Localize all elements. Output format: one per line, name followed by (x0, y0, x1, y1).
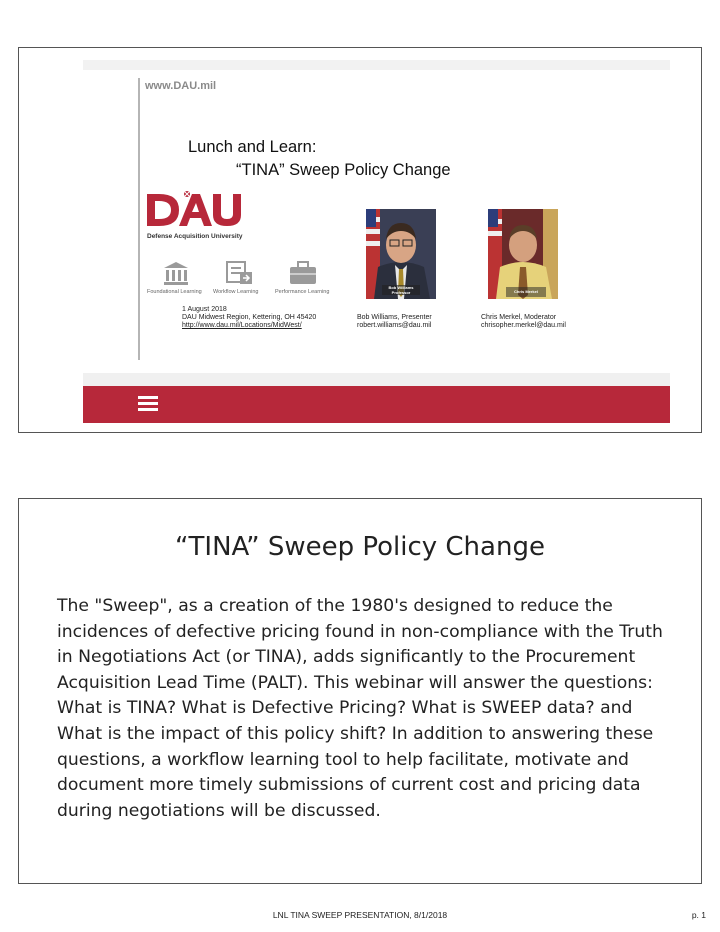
moderator-email[interactable]: chrisopher.merkel@dau.mil (481, 322, 566, 329)
slide-title: “TINA” Sweep Policy Change (175, 532, 545, 562)
presenter-name: Bob Williams, Presenter (357, 314, 432, 321)
region-link[interactable]: http://www.dau.mil/Locations/MidWest/ (182, 322, 302, 329)
page-footer (0, 910, 720, 924)
dau-logo (145, 186, 243, 244)
briefcase-icon (287, 260, 319, 286)
hamburger-menu-icon[interactable] (138, 396, 158, 412)
presenter-email[interactable]: robert.williams@dau.mil (357, 322, 432, 329)
icon-label-foundational: Foundational Learning (147, 289, 202, 295)
page-number: p. 1 (691, 910, 706, 920)
slide-2 (18, 498, 702, 884)
nav-gray-bar (83, 373, 670, 386)
nav-red-bar (83, 386, 670, 423)
bank-icon (160, 260, 192, 286)
site-url[interactable]: www.DAU.mil (145, 80, 217, 92)
moderator-photo (488, 209, 558, 299)
footer-title: LNL TINA SWEEP PRESENTATION, 8/1/2018 (272, 910, 448, 920)
event-date: 1 August 2018 (182, 306, 227, 313)
workflow-icon (223, 260, 255, 286)
moderator-name: Chris Merkel, Moderator (481, 314, 557, 321)
moderator-caption: Chris Merkel (513, 289, 539, 294)
logo-subtitle: Defense Acquisition University (147, 233, 243, 240)
vertical-divider (138, 78, 140, 360)
svg-text:Professor: Professor (391, 290, 411, 295)
slide-title-line1: Lunch and Learn: (188, 138, 317, 156)
svg-text:Bob Williams: Bob Williams (388, 285, 414, 290)
slide-1 (18, 47, 702, 433)
presenter-photo (366, 209, 436, 299)
icon-label-workflow: Workflow Learning (213, 289, 259, 295)
top-bar (83, 60, 670, 70)
event-region: DAU Midwest Region, Kettering, OH 45420 (182, 314, 317, 321)
slide-title-line2: “TINA” Sweep Policy Change (236, 161, 451, 179)
slide-body-text: The "Sweep", as a creation of the 1980's designed to reduce the incidences of defective pricing found in non-compliance with the Truth in Negotiations Act (or TINA), adds significantly to the Procurement Acquisition Lead Time (PALT). This webinar will answer the questions: What is TINA? What is Defective Pricing? What is SWEEP data? and What is the impact of this policy shift? In addition to answering these questions, a workflow learning tool to help facilitate, motivate and document more timely submissions of current cost and pricing data during negotiations will be discussed. (57, 596, 663, 821)
icon-label-performance: Performance Learning (275, 289, 330, 295)
